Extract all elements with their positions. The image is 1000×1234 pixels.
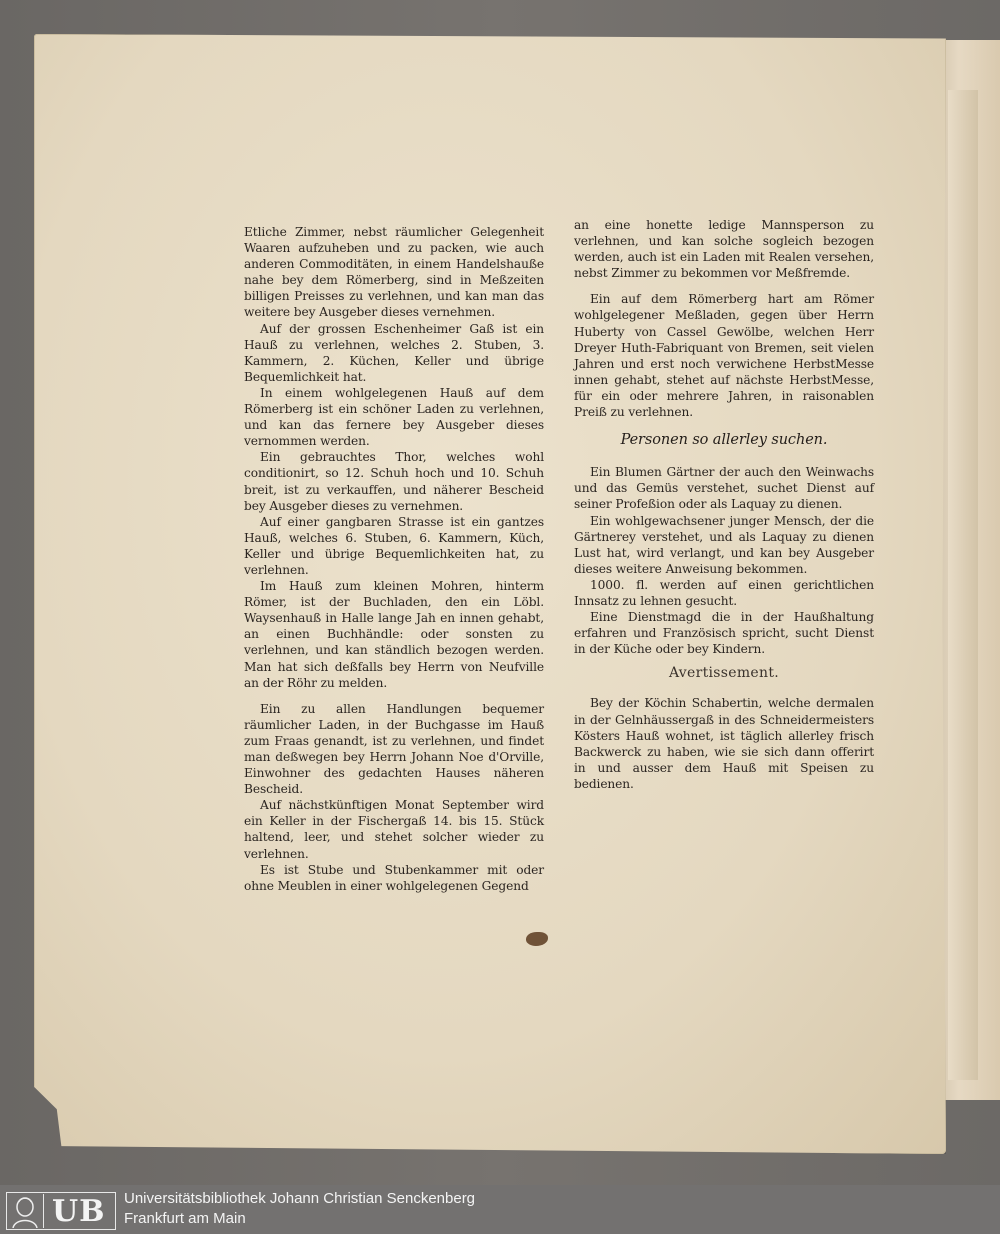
section-heading-wanted: Personen so allerley suchen. [620, 432, 828, 449]
ad-paragraph: Eine Dienstmagd die in der Haußhaltung erfahren und Französisch spricht, sucht Dienst in der Küche oder bey Kindern. [574, 610, 874, 657]
logo-text: UB [52, 1193, 106, 1229]
ad-paragraph: Ein wohlgewachsener junger Mensch, der die Gärtnerey verstehet, und als Laquay zu dienen Lust hat, wird verlangt, und kan bey Ausgeber dieses weitere Anweisung bekommen. [574, 513, 874, 576]
institution-location: Frankfurt am Main [124, 1210, 246, 1227]
right-column [574, 217, 874, 792]
next-page-edge-inner [948, 90, 978, 1080]
ad-paragraph: Ein zu allen Handlungen bequemer räumlicher Laden, in der Buchgasse im Hauß zum Fraas genandt, ist zu verlehnen, und findet man deßwegen bey Herrn Johann Noe d'Orville, Einwohner des gedachten Hauses näheren Bescheid. [244, 701, 544, 797]
ink-stain [526, 932, 548, 946]
ad-paragraph: an eine honette ledige Mannsperson zu verlehnen, und kan solche sogleich bezogen werden, auch ist ein Laden mit Realen versehen, nebst Zimmer zu bekommen vor Meßfremde. [574, 218, 874, 281]
ad-paragraph: Etliche Zimmer, nebst räumlicher Gelegenheit Waaren aufzuheben und zu packen, wie auch anderen Commoditäten, in einem Handelshauße nahe bey dem Römerberg, sind in Meßzeiten billigen Preisses zu verlehnen, und kan man das weitere bey Ausgeber dieses vernehmen. [244, 225, 544, 320]
ad-paragraph: Auf der grossen Eschenheimer Gaß ist ein Hauß zu verlehnen, welches 2. Stuben, 3. Kammern, 2. Küchen, Keller und übrige Bequemlichkeit hat. [244, 321, 544, 384]
section-heading-notice: Avertissement. [668, 665, 780, 682]
ad-paragraph: Auf einer gangbaren Strasse ist ein gantzes Hauß, welches 6. Stuben, 6. Kammern, Küch, Keller und übrige Bequemlichkeiten hat, zu verlehnen. [244, 514, 544, 577]
portrait-icon [7, 1194, 44, 1228]
left-column [244, 224, 544, 894]
ad-paragraph: Ein gebrauchtes Thor, welches wohl conditionirt, so 12. Schuh hoch und 10. Schuh breit, ist zu verkauffen, und näherer Bescheid bey Ausgeber dieses zu vernehmen. [244, 450, 544, 513]
ad-paragraph: Ein auf dem Römerberg hart am Römer wohlgelegener Meßladen, gegen über Herrn Huberty von Cassel Gewölbe, welchen Herr Dreyer Huth-Fabriquant von Bremen, seit vielen Jahren und erst noch verwichene HerbstMesse innen gehabt, stehet auf nächste HerbstMesse, für ein oder mehrere Jahren, in raisonablen Preiß zu verlehnen. [574, 292, 874, 420]
ad-paragraph: In einem wohlgelegenen Hauß auf dem Römerberg ist ein schöner Laden zu verlehnen, und kan das fernere bey Ausgeber dieses vernommen werden. [244, 385, 544, 449]
ad-paragraph: Bey der Köchin Schabertin, welche dermalen in der Gelnhäussergaß in des Schneidermeisters Kösters Hauß wohnet, ist täglich allerley frisch Backwerck zu haben, wie sie sich dann offerirt in und ausser dem Hauß mit Speisen zu bedienen. [574, 696, 874, 791]
library-footer [0, 1185, 1000, 1234]
ad-paragraph: 1000. fl. werden auf einen gerichtlichen Innsatz zu lehnen gesucht. [574, 577, 874, 608]
ad-paragraph: Auf nächstkünftigen Monat September wird ein Keller in der Fischergaß 14. bis 15. Stück haltend, leer, und stehet solcher wieder zu verlehnen. [244, 798, 544, 861]
library-logo[interactable] [6, 1192, 116, 1230]
ad-paragraph: Im Hauß zum kleinen Mohren, hinterm Römer, ist der Buchladen, den ein Löbl. Waysenhauß in Halle lange Jah en innen gehabt, an einen Buchhändle: oder sonsten zu verlehnen, und kan ständlich bezogen werden. Man hat sich deßfalls bey Herrn von Neufville an der Röhr zu melden. [244, 579, 544, 690]
ad-paragraph: Ein Blumen Gärtner der auch den Weinwachs und das Gemüs verstehet, suchet Dienst auf seiner Profeßion oder als Laquay zu dienen. [574, 465, 874, 512]
institution-name[interactable]: Universitätsbibliothek Johann Christian Senckenberg [124, 1190, 476, 1207]
ad-paragraph: Es ist Stube und Stubenkammer mit oder ohne Meublen in einer wohlgelegenen Gegend [244, 862, 544, 893]
